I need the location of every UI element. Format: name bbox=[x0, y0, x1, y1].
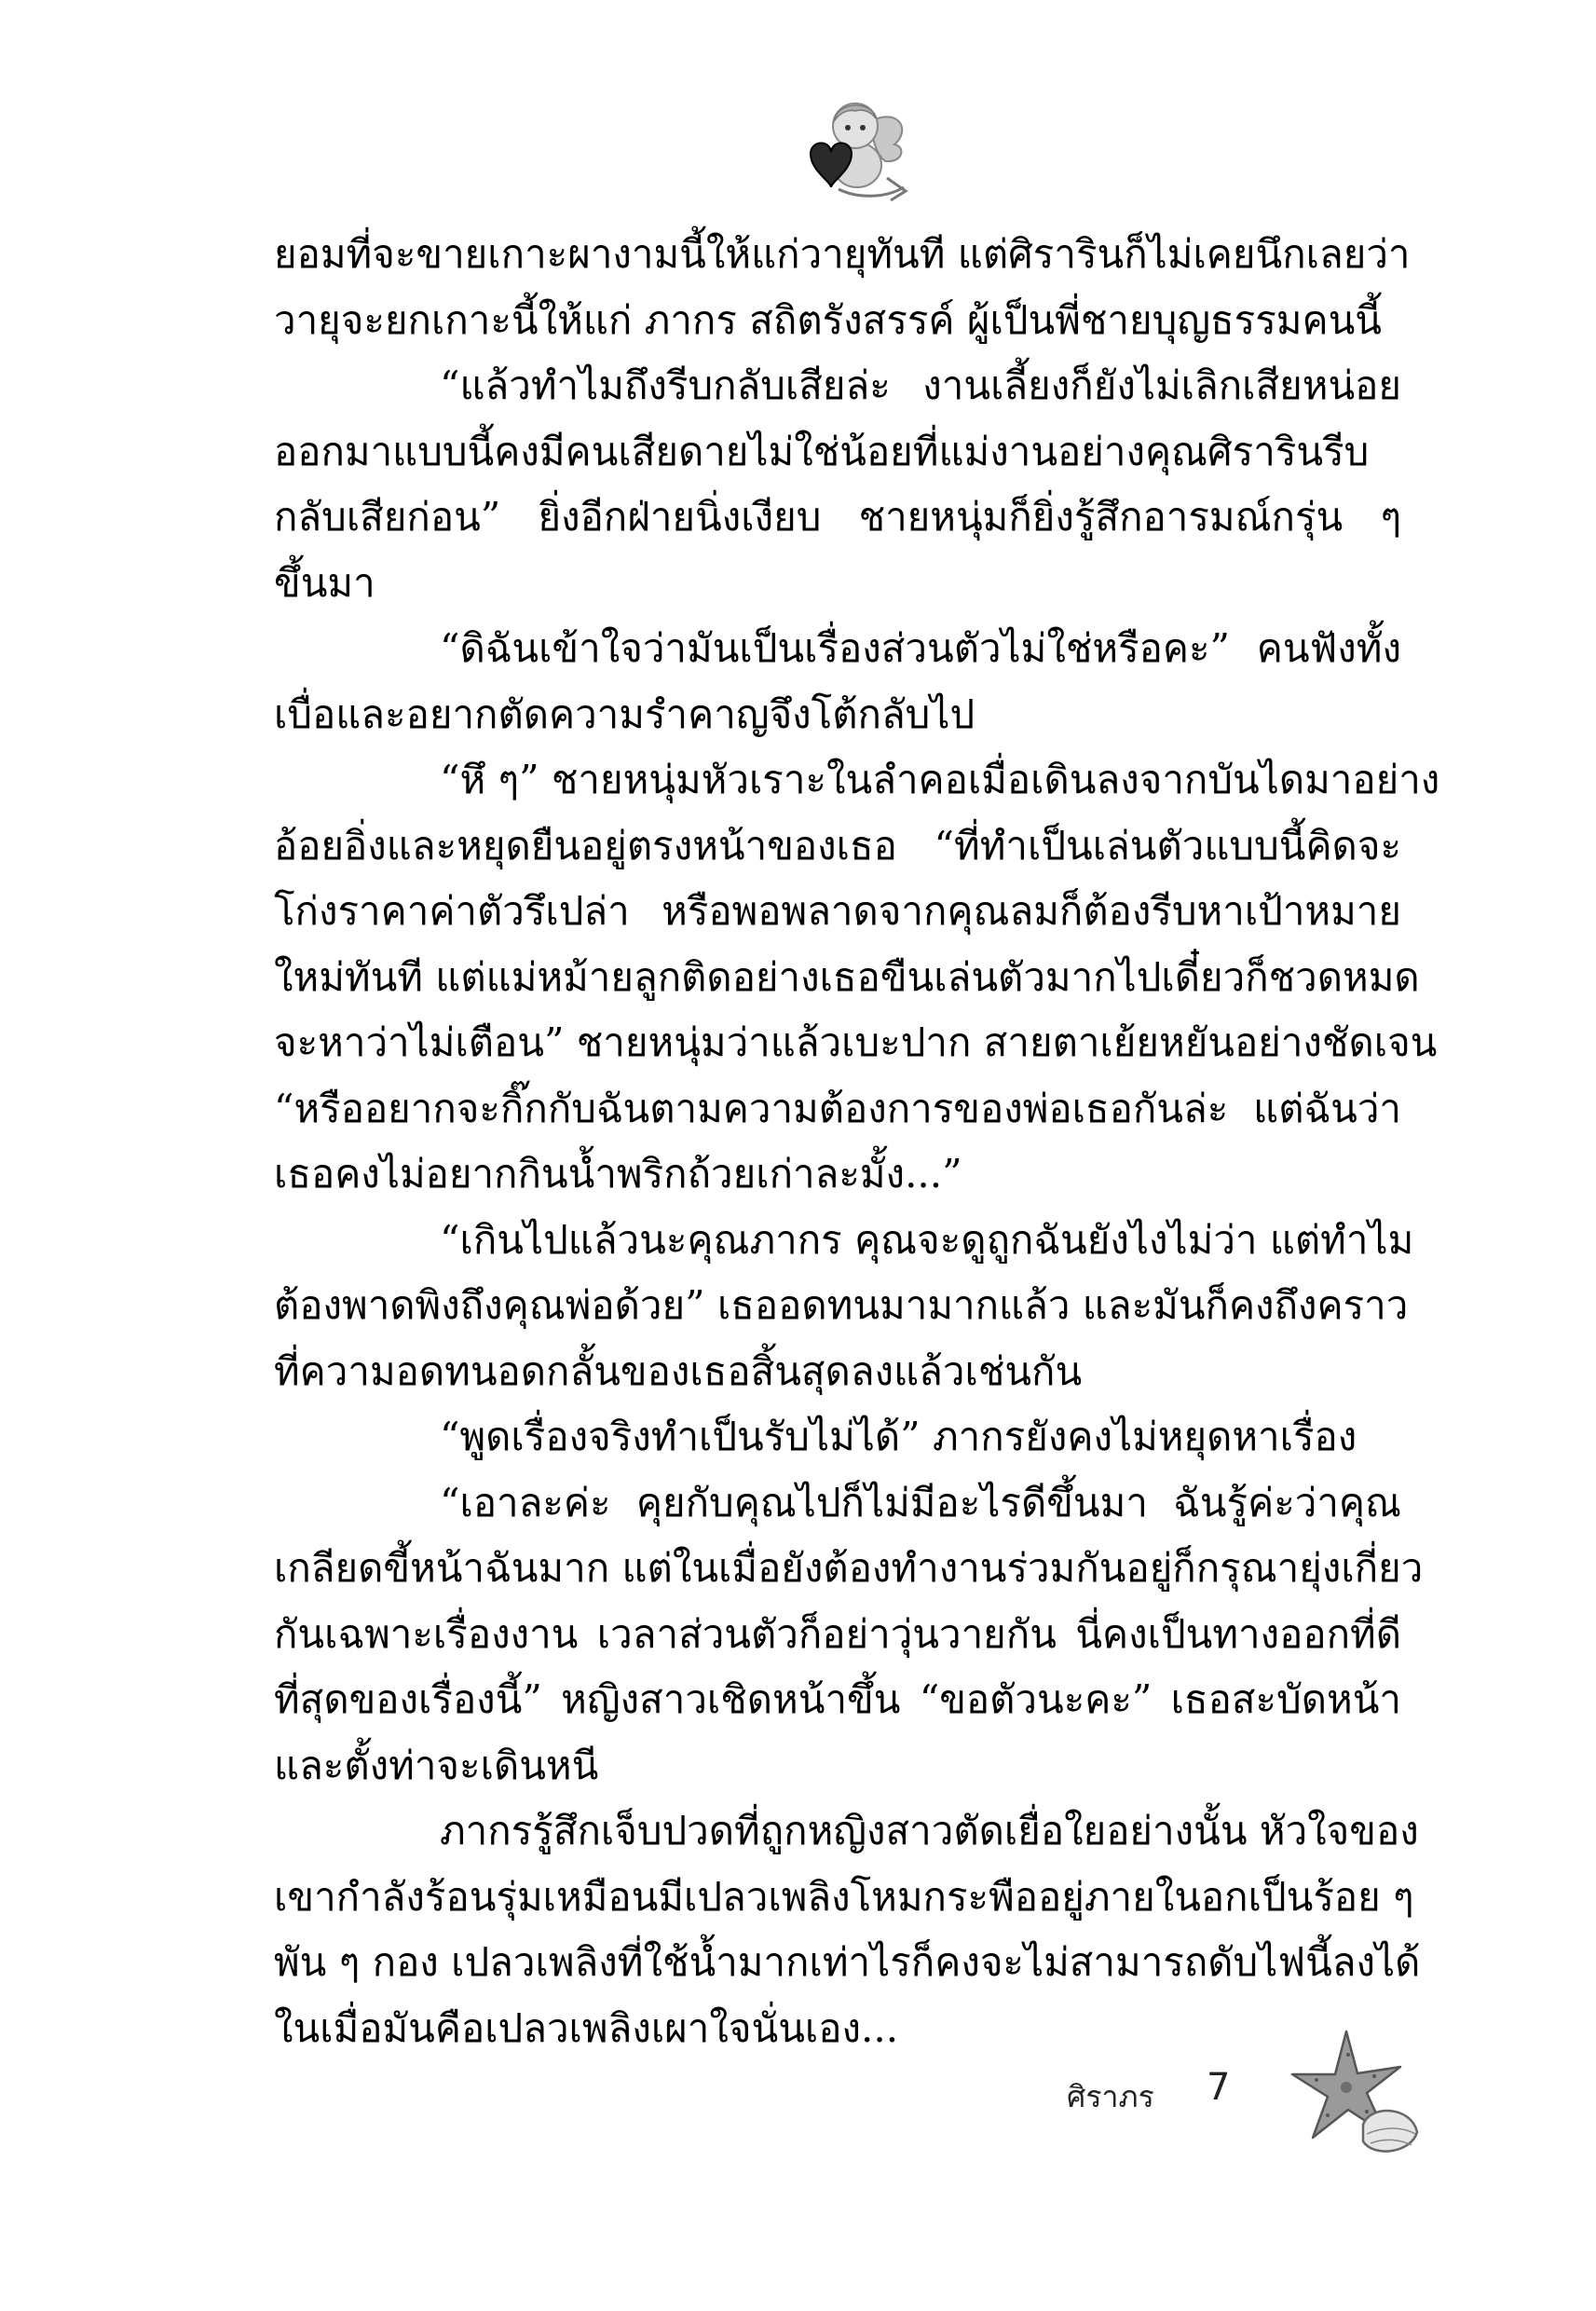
text-line: เธอคงไม่อยากกินน้ำพริกถ้วยเก่าละมั้ง...” bbox=[274, 1151, 962, 1197]
text-line: ภากรรู้สึกเจ็บปวดที่ถูกหญิงสาวตัดเยื่อใยอย่างนั้น หัวใจของ bbox=[440, 1808, 1419, 1853]
page-number: 7 bbox=[1207, 2066, 1231, 2109]
text-line: ใหม่ทันที แต่แม่หม้ายลูกติดอย่างเธอขืนเล่นตัวมากไปเดี๋ยวก็ชวดหมด bbox=[274, 953, 1420, 1000]
text-line: และตั้งท่าจะเดินหนี bbox=[274, 1742, 599, 1788]
text-line: “แล้วทำไมถึงรีบกลับเสียล่ะ งานเลี้ยงก็ยังไม่เลิกเสียหน่อย bbox=[440, 362, 1401, 408]
text-line: ต้องพาดพิงถึงคุณพ่อด้วย” เธออดทนมามากแล้ว และมันก็คงถึงคราว bbox=[274, 1282, 1409, 1328]
text-line: เบื่อและอยากตัดความรำคาญจึงโต้กลับไป bbox=[274, 691, 975, 737]
book-title: ศิราภร bbox=[1067, 2079, 1154, 2114]
paragraph bbox=[274, 353, 1401, 616]
text-line: “หรืออยากจะกิ๊กกับฉันตามความต้องการของพ่อเธอกันล่ะ แต่ฉันว่า bbox=[274, 1085, 1401, 1131]
cupid-with-heart-icon bbox=[783, 89, 913, 210]
text-line: ที่สุดของเรื่องนี้” หญิงสาวเชิดหน้าขึ้น “ขอตัวนะคะ” เธอสะบัดหน้า bbox=[274, 1676, 1401, 1722]
paragraph bbox=[274, 747, 1440, 1208]
paragraph bbox=[274, 616, 1401, 747]
text-line: วายุจะยกเกาะนี้ให้แก่ ภากร สถิตรังสรรค์ ผู้เป็นพี่ชายบุญธรรมคนนี้ bbox=[274, 296, 1383, 343]
text-line: “พูดเรื่องจริงทำเป็นรับไม่ได้” ภากรยังคงไม่หยุดหาเรื่อง bbox=[440, 1414, 1357, 1459]
paragraph bbox=[274, 1470, 1424, 1799]
text-line: ออกมาแบบนี้คงมีคนเสียดายไม่ใช่น้อยที่แม่งานอย่างคุณศิรารินรีบ bbox=[274, 428, 1370, 474]
page-footer bbox=[0, 2022, 1596, 2190]
text-line: ในเมื่อมันคือเปลวเพลิงเผาใจนั่นเอง... bbox=[274, 2004, 899, 2051]
text-line: โก่งราคาค่าตัวรึเปล่า หรือพอพลาดจากคุณลมก็ต้องรีบหาเป้าหมาย bbox=[274, 888, 1401, 934]
text-line: “ดิฉันเข้าใจว่ามันเป็นเรื่องส่วนตัวไม่ใช่หรือคะ” คนฟังทั้ง bbox=[440, 625, 1401, 671]
text-line: ยอมที่จะขายเกาะผางามนี้ให้แก่วายุทันที แต่ศิรารินก็ไม่เคยนึกเลยว่า bbox=[274, 231, 1411, 277]
text-line: อ้อยอิ่งและหยุดยืนอยู่ตรงหน้าของเธอ “ที่ทำเป็นเล่นตัวแบบนี้คิดจะ bbox=[274, 822, 1401, 868]
text-line: “เกินไปแล้วนะคุณภากร คุณจะดูถูกฉันยังไงไม่ว่า แต่ทำไม bbox=[440, 1216, 1414, 1263]
text-line: “เอาละค่ะ คุยกับคุณไปก็ไม่มีอะไรดีขึ้นมา ฉันรู้ค่ะว่าคุณ bbox=[440, 1479, 1401, 1525]
starfish-and-shell-icon bbox=[1281, 2022, 1430, 2171]
text-line: พัน ๆ กอง เปลวเพลิงที่ใช้น้ำมากเท่าไรก็คงจะไม่สามารถดับไฟนี้ลงได้ bbox=[274, 1939, 1421, 1985]
paragraph bbox=[274, 1404, 1401, 1470]
body-text bbox=[274, 222, 1440, 2061]
text-line: เกลียดขี้หน้าฉันมาก แต่ในเมื่อยังต้องทำงานร่วมกันอยู่ก็กรุณายุ่งเกี่ยว bbox=[274, 1545, 1424, 1591]
paragraph bbox=[274, 1208, 1414, 1405]
text-line: เขากำลังร้อนรุ่มเหมือนมีเปลวเพลิงโหมกระพืออยู่ภายในอกเป็นร้อย ๆ bbox=[274, 1873, 1414, 1920]
paragraph bbox=[274, 222, 1411, 353]
text-line: กลับเสียก่อน” ยิ่งอีกฝ่ายนิ่งเงียบ ชายหนุ่มก็ยิ่งรู้สึกอารมณ์กรุ่น ๆ bbox=[274, 494, 1401, 540]
text-line: จะหาว่าไม่เตือน” ชายหนุ่มว่าแล้วเบะปาก สายตาเย้ยหยันอย่างชัดเจน bbox=[274, 1019, 1438, 1065]
text-line: “หึ ๆ” ชายหนุ่มหัวเราะในลำคอเมื่อเดินลงจากบันไดมาอย่าง bbox=[440, 757, 1440, 802]
text-line: ที่ความอดทนอดกลั้นของเธอสิ้นสุดลงแล้วเช่นกัน bbox=[274, 1347, 1083, 1394]
text-line: กันเฉพาะเรื่องงาน เวลาส่วนตัวก็อย่าวุ่นวายกัน นี่คงเป็นทางออกที่ดี bbox=[274, 1610, 1401, 1657]
text-line: ขึ้นมา bbox=[274, 559, 375, 606]
